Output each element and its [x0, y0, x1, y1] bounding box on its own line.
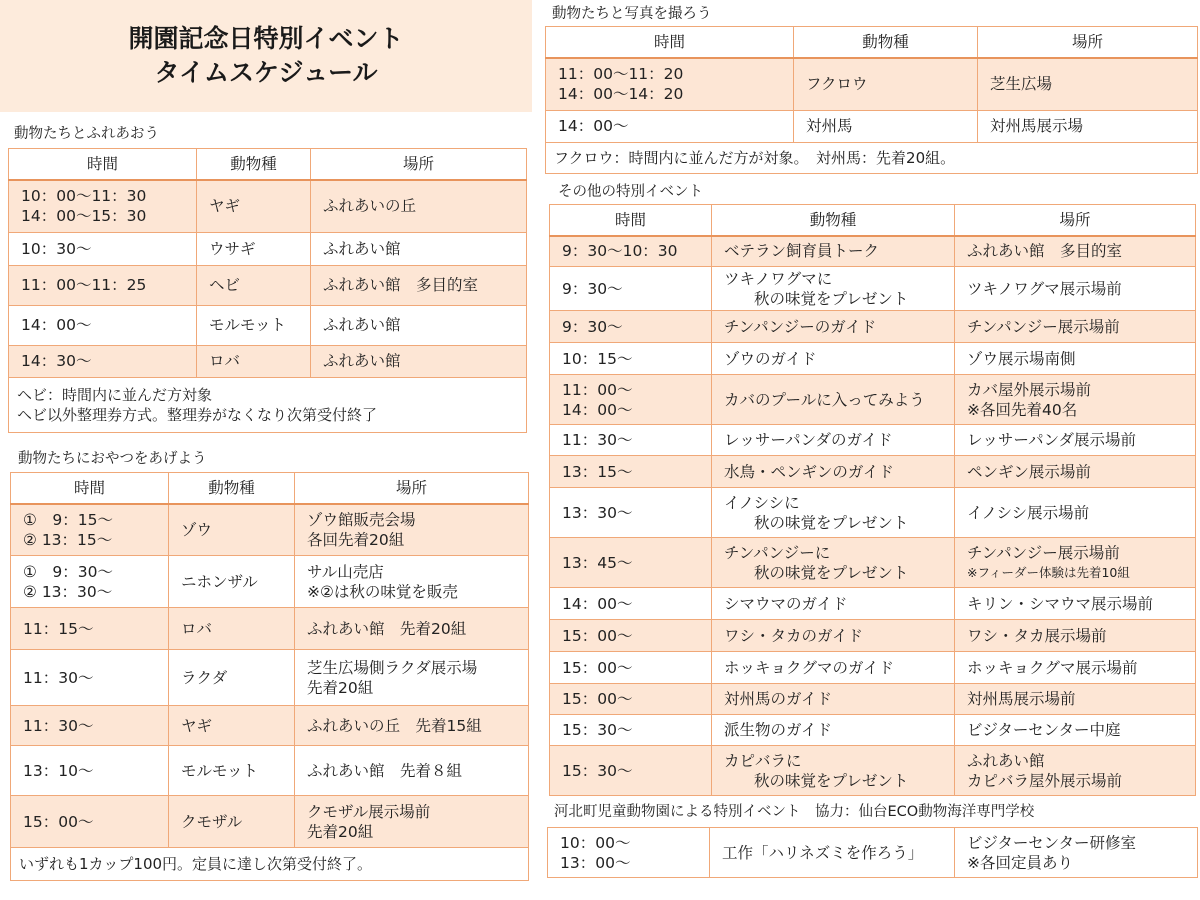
time-cell-line: 14：00〜 [21, 316, 92, 334]
table-header-row [550, 204, 1196, 236]
event-cell-line: ホッキョクグマのガイド [724, 658, 895, 677]
place-cell-line: チンパンジー展示場前 [967, 543, 1120, 562]
place-cell-line: ふれあい館 [323, 352, 401, 370]
event-cell-line: 秋の味覚をプレゼント [754, 289, 909, 308]
table-row [9, 345, 527, 377]
place-cell [955, 267, 1196, 311]
time-cell [548, 828, 710, 878]
place-cell [955, 456, 1196, 488]
event-cell-line: カピバラに [724, 751, 802, 770]
fureai-section-title: 動物たちとふれあおう [14, 126, 159, 142]
place-cell-line: ふれあいの丘 [323, 197, 417, 216]
time-cell [550, 375, 712, 425]
time-cell-line: 14：00〜 [558, 117, 629, 135]
animal-cell [197, 232, 311, 265]
column-header: 時間 [11, 472, 169, 504]
page-title-line2: タイムスケジュール [154, 58, 378, 87]
time-cell [11, 746, 169, 796]
time-cell-line: 9：30〜 [562, 317, 623, 336]
table-row [550, 620, 1196, 652]
animal-cell-line: ヤギ [181, 716, 213, 735]
time-cell-line: 13：15〜 [562, 462, 633, 481]
time-cell-line: 9：30〜10：30 [562, 242, 678, 261]
notes-row [546, 142, 1198, 173]
table-row [550, 746, 1196, 796]
time-cell [550, 311, 712, 343]
time-cell [550, 236, 712, 267]
event-cell [712, 746, 955, 796]
time-cell [550, 620, 712, 652]
title-box [0, 0, 532, 112]
column-header: 動物種 [197, 149, 311, 181]
animal-cell-line: フクロウ [806, 75, 868, 94]
photo-table [545, 26, 1198, 174]
place-cell-line: ペンギン展示場前 [967, 462, 1091, 481]
animal-cell-line: モルモット [209, 316, 287, 334]
time-cell-line: 15：00〜 [562, 690, 633, 708]
table-header-row [9, 149, 527, 181]
event-cell [712, 425, 955, 456]
time-cell-line: 11：15〜 [23, 619, 94, 638]
place-cell-line: ワシ・タカ展示場前 [967, 626, 1107, 645]
note-line: ヘビ以外整理券方式。整理券がなくなり次第受付終了 [17, 405, 378, 424]
place-cell-line: 芝生広場側ラクダ展示場 [307, 658, 478, 677]
table-row [550, 538, 1196, 588]
column-header: 場所 [295, 472, 529, 504]
column-header: 場所 [978, 27, 1198, 59]
note-line: フクロウ：時間内に並んだ方が対象。 対州馬：先着20組。 [554, 148, 956, 167]
event-cell-line: カバのプールに入ってみよう [724, 390, 925, 409]
time-cell [9, 305, 197, 345]
time-cell [11, 706, 169, 746]
place-cell-line: ビジターセンター中庭 [967, 721, 1121, 739]
time-cell-line: ② 13：15〜 [23, 530, 113, 549]
place-cell [311, 345, 527, 377]
time-cell-line: ① 9：30〜 [23, 562, 113, 581]
place-cell [978, 110, 1198, 142]
table-row [11, 650, 529, 706]
time-cell [550, 538, 712, 588]
time-cell [9, 265, 197, 305]
time-cell [9, 345, 197, 377]
time-cell-line: 11：30〜 [23, 716, 94, 735]
time-cell-line: 13：30〜 [562, 503, 633, 522]
animal-cell-line: モルモット [181, 761, 259, 780]
table-row [550, 588, 1196, 620]
place-cell-line: ホッキョクグマ展示場前 [967, 658, 1138, 677]
table-row [550, 456, 1196, 488]
place-cell-line: ふれあい館 多目的室 [967, 242, 1123, 261]
event-cell [712, 488, 955, 538]
place-cell-line: クモザル展示場前 [307, 802, 431, 821]
animal-cell [197, 265, 311, 305]
place-cell-line: ※各回定員あり [967, 853, 1073, 872]
place-cell-line: ※②は秋の味覚を販売 [307, 582, 458, 601]
time-cell-line: ① 9：15〜 [23, 510, 113, 529]
animal-cell [169, 796, 295, 848]
animal-cell-line: ラクダ [181, 668, 228, 687]
time-cell-line: 10：30〜 [21, 239, 92, 258]
time-cell [550, 652, 712, 684]
column-header: 動物種 [794, 27, 978, 59]
time-cell [9, 232, 197, 265]
column-header: 時間 [546, 27, 794, 59]
left-column [0, 0, 532, 881]
other-table [549, 204, 1196, 797]
table-row [550, 684, 1196, 715]
time-cell-line: 14：00〜15：30 [21, 207, 147, 226]
time-cell-line: 11：00〜11：20 [558, 65, 684, 84]
place-cell-line: 対州馬展示場 [990, 117, 1084, 135]
place-cell [978, 58, 1198, 110]
time-cell-line: ② 13：30〜 [23, 582, 113, 601]
place-cell [295, 556, 529, 608]
place-cell [295, 746, 529, 796]
time-cell-line: 15：00〜 [562, 626, 633, 645]
column-header: 動物種 [712, 204, 955, 236]
place-cell [311, 180, 527, 232]
table-row [546, 58, 1198, 110]
place-cell [955, 236, 1196, 267]
time-cell-line: 10：00〜11：30 [21, 187, 147, 206]
animal-cell-line: クモザル [181, 812, 243, 831]
table-row [550, 652, 1196, 684]
place-cell-line: サル山売店 [307, 562, 384, 581]
table-row [550, 375, 1196, 425]
event-cell [712, 684, 955, 715]
time-cell [550, 425, 712, 456]
event-cell-line: レッサーパンダのガイド [724, 431, 893, 449]
event-cell-line: チンパンジーに [724, 543, 831, 562]
time-cell [11, 504, 169, 556]
time-cell [550, 746, 712, 796]
place-cell-line: ふれあい館 [967, 751, 1045, 770]
time-cell [546, 58, 794, 110]
event-cell [712, 715, 955, 746]
table-row [548, 828, 1198, 878]
place-cell-line: ※各回先着40名 [967, 400, 1078, 419]
column-header: 場所 [311, 149, 527, 181]
time-cell [550, 456, 712, 488]
notes-row [11, 848, 529, 881]
table-row [11, 706, 529, 746]
event-cell [712, 588, 955, 620]
notes-cell [546, 142, 1198, 173]
place-cell [295, 608, 529, 650]
event-cell-line: ワシ・タカのガイド [724, 626, 864, 645]
fureai-table [8, 148, 527, 433]
time-cell-line: 11：00〜 [562, 380, 633, 399]
place-cell-line: キリン・シマウマ展示場前 [967, 594, 1154, 613]
time-cell-line: 15：00〜 [23, 812, 94, 831]
table-header-row [546, 27, 1198, 59]
event-cell-line: チンパンジーのガイド [724, 317, 877, 336]
table-row [11, 504, 529, 556]
time-cell-line: 10：00〜 [560, 833, 631, 852]
place-cell [295, 706, 529, 746]
time-cell [11, 796, 169, 848]
table-row [546, 110, 1198, 142]
animal-cell-line: ゾウ [181, 520, 213, 539]
place-cell-line: イノシシ展示場前 [967, 503, 1090, 522]
place-cell [955, 684, 1196, 715]
place-cell [955, 425, 1196, 456]
event-cell [710, 828, 955, 878]
place-cell-line: 先着20組 [307, 678, 374, 697]
place-cell [955, 343, 1196, 375]
table-row [11, 608, 529, 650]
time-cell-line: 10：15〜 [562, 349, 633, 368]
table-row [550, 267, 1196, 311]
column-header: 時間 [550, 204, 712, 236]
event-cell-line: 派生物のガイド [724, 721, 833, 739]
place-cell-line: 各回先着20組 [307, 530, 405, 549]
time-cell-line: 9：30〜 [562, 279, 623, 298]
time-cell [550, 715, 712, 746]
place-cell [955, 375, 1196, 425]
time-cell [9, 180, 197, 232]
animal-cell [794, 58, 978, 110]
event-cell-line: 対州馬のガイド [724, 690, 833, 708]
place-cell-line: ふれあい館 [323, 316, 401, 334]
place-cell-line: ふれあい館 多目的室 [323, 276, 479, 294]
time-cell-line: 15：30〜 [562, 721, 633, 739]
place-cell [955, 828, 1198, 878]
time-cell-line: 11：00〜11：25 [21, 276, 147, 294]
place-cell [295, 650, 529, 706]
place-cell-line: ゾウ展示場南側 [967, 349, 1076, 368]
table-header-row [11, 472, 529, 504]
place-cell [955, 652, 1196, 684]
place-cell-line: 先着20組 [307, 822, 374, 841]
place-cell-line: ふれあいの丘 先着15組 [307, 716, 482, 735]
event-cell [712, 652, 955, 684]
table-row [9, 265, 527, 305]
animal-cell [197, 180, 311, 232]
event-cell-line: イノシシに [724, 493, 800, 512]
table-row [9, 232, 527, 265]
place-cell [295, 504, 529, 556]
place-cell-line: チンパンジー展示場前 [967, 317, 1120, 336]
time-cell [550, 343, 712, 375]
place-cell [955, 538, 1196, 588]
time-cell [11, 608, 169, 650]
time-cell-line: 14：30〜 [21, 352, 92, 370]
event-cell-line: 秋の味覚をプレゼント [754, 563, 909, 582]
event-cell-line: 秋の味覚をプレゼント [754, 513, 909, 532]
animal-cell-line: ヤギ [209, 197, 241, 216]
photo-section-title: 動物たちと写真を撮ろう [552, 6, 712, 22]
animal-cell-line: ウサギ [209, 239, 256, 258]
note-line: いずれも1カップ100円。定員に達し次第受付終了。 [19, 855, 373, 873]
event-cell [712, 311, 955, 343]
notes-cell [9, 377, 527, 432]
animal-cell [197, 345, 311, 377]
event-cell [712, 538, 955, 588]
table-row [11, 556, 529, 608]
event-cell [712, 236, 955, 267]
event-cell-line: シマウマのガイド [724, 594, 848, 613]
event-cell-line: ベテラン飼育員トーク [724, 242, 880, 261]
place-cell-line: カピバラ屋外展示場前 [967, 771, 1123, 790]
place-cell-line: ふれあい館 [323, 239, 401, 258]
notes-row [9, 377, 527, 432]
table-row [550, 715, 1196, 746]
place-cell [955, 715, 1196, 746]
animal-cell [169, 746, 295, 796]
table-row [11, 746, 529, 796]
event-cell [712, 267, 955, 311]
place-cell [955, 488, 1196, 538]
kahoku-section-title: 河北町児童動物園による特別イベント 協力：仙台ECO動物海洋専門学校 [554, 804, 1035, 820]
animal-cell-line: ニホンザル [181, 572, 258, 591]
place-cell [311, 232, 527, 265]
animal-cell-line: ロバ [181, 619, 213, 638]
place-cell [955, 311, 1196, 343]
place-cell-line: ビジターセンター研修室 [967, 833, 1136, 852]
place-cell-line: ふれあい館 先着８組 [307, 761, 463, 780]
animal-cell-line: 対州馬 [806, 117, 853, 135]
place-cell-line: カバ屋外展示場前 [967, 380, 1092, 399]
event-cell-line: ゾウのガイド [724, 349, 817, 368]
column-header: 時間 [9, 149, 197, 181]
table-row [550, 488, 1196, 538]
animal-cell [197, 305, 311, 345]
place-cell [295, 796, 529, 848]
time-cell-line: 13：10〜 [23, 761, 94, 780]
table-row [9, 305, 527, 345]
animal-cell-line: ロバ [209, 352, 241, 370]
table-row [550, 236, 1196, 267]
time-cell-line: 11：30〜 [562, 431, 633, 449]
notes-cell [11, 848, 529, 881]
other-section-title: その他の特別イベント [558, 183, 703, 200]
table-row [9, 180, 527, 232]
animal-cell [169, 504, 295, 556]
time-cell-line: 13：45〜 [562, 553, 633, 572]
page-title-line1: 開園記念日特別イベント [128, 24, 404, 53]
right-column [544, 0, 1200, 878]
time-cell [550, 588, 712, 620]
table-row [550, 343, 1196, 375]
place-cell-line: ※フィーダー体験は先着10組 [967, 564, 1130, 580]
place-cell-line: ふれあい館 先着20組 [307, 619, 467, 638]
time-cell-line: 15：00〜 [562, 658, 633, 677]
note-line: ヘビ：時間内に並んだ方対象 [17, 385, 213, 404]
table-row [550, 311, 1196, 343]
event-cell-line: ツキノワグマに [724, 269, 833, 288]
time-cell [550, 488, 712, 538]
animal-cell [169, 706, 295, 746]
time-cell [550, 267, 712, 311]
place-cell [955, 588, 1196, 620]
place-cell-line: レッサーパンダ展示場前 [967, 431, 1136, 449]
time-cell [11, 556, 169, 608]
event-cell-line: 秋の味覚をプレゼント [754, 771, 909, 790]
column-header: 動物種 [169, 472, 295, 504]
place-cell-line: ゾウ館販売会場 [307, 510, 416, 529]
time-cell-line: 13：00〜 [560, 853, 631, 872]
event-cell-line: 水鳥・ペンギンのガイド [724, 462, 894, 481]
place-cell [311, 305, 527, 345]
time-cell-line: 14：00〜 [562, 594, 633, 613]
time-cell-line: 11：30〜 [23, 668, 94, 687]
animal-cell-line: ヘビ [209, 276, 241, 294]
time-cell [550, 684, 712, 715]
table-row [11, 796, 529, 848]
time-cell [11, 650, 169, 706]
event-cell [712, 456, 955, 488]
table-row [550, 425, 1196, 456]
animal-cell [794, 110, 978, 142]
place-cell-line: ツキノワグマ展示場前 [967, 279, 1122, 298]
place-cell [311, 265, 527, 305]
oyatsu-table [10, 472, 529, 882]
event-cell-line: 工作「ハリネズミを作ろう」 [722, 843, 924, 862]
place-cell [955, 746, 1196, 796]
time-cell-line: 15：30〜 [562, 761, 633, 780]
oyatsu-section-title: 動物たちにおやつをあげよう [18, 450, 207, 467]
place-cell-line: 芝生広場 [990, 75, 1053, 94]
event-cell [712, 620, 955, 652]
kahoku-table [547, 827, 1198, 878]
event-cell [712, 375, 955, 425]
time-cell-line: 14：00〜 [562, 400, 633, 419]
place-cell [955, 620, 1196, 652]
column-header: 場所 [955, 204, 1196, 236]
event-cell [712, 343, 955, 375]
time-cell-line: 14：00〜14：20 [558, 85, 684, 104]
animal-cell [169, 650, 295, 706]
time-cell [546, 110, 794, 142]
place-cell-line: 対州馬展示場前 [967, 690, 1076, 708]
animal-cell [169, 608, 295, 650]
animal-cell [169, 556, 295, 608]
